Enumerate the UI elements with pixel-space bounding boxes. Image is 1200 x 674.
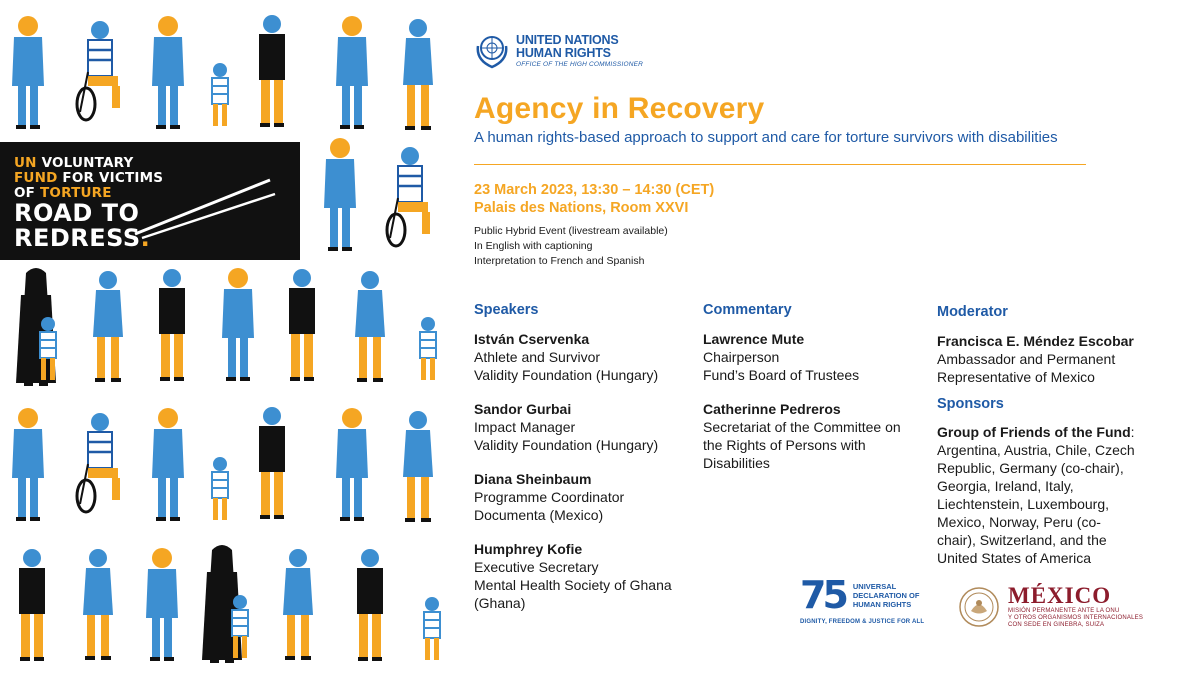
speaker-entry [474,540,699,612]
speaker-org: Mental Health Society of Ghana [474,577,672,593]
udhr-line-2: DECLARATION OF [852,590,920,600]
event-info-line: Public Hybrid Event (livestream available) [474,225,668,237]
moderator-role: Ambassador and Permanent [937,351,1116,367]
speaker-entry [474,330,699,384]
speaker-entry [474,400,699,454]
mexico-mission-logo [958,584,1143,629]
udhr-line-3: HUMAN RIGHTS [852,599,912,609]
commentary-column [703,301,928,488]
sponsors-line: Republic, Germany (co-chair), [937,460,1124,476]
un-logo-line-3: OFFICE OF THE HIGH COMMISSIONER [516,60,644,68]
sponsors-heading: Sponsors [937,396,1004,412]
commentator-org: Fund’s Board of Trustees [703,367,860,383]
moderator-heading: Moderator [937,304,1008,320]
commentator-entry [703,400,928,472]
event-info-line: In English with captioning [474,240,593,252]
sponsors-line: chair), Switzerland, and the [937,532,1107,548]
udhr-line-1: UNIVERSAL [852,581,897,591]
event-venue: Palais des Nations, Room XXVI [474,200,689,216]
event-subtitle: A human rights-based approach to support and care for torture survivors with disabilities [474,129,1058,146]
speaker-role: Programme Coordinator [474,489,625,505]
banner-line-3: OF TORTURE [14,185,112,201]
banner-line-1: UN VOLUNTARY [14,155,134,171]
udhr-number: 75 [800,573,845,617]
commentator-role: the Rights of Persons with [703,437,866,453]
banner-line-4: ROAD TO [14,199,140,227]
udhr-75-logo [800,575,924,625]
speaker-org: Validity Foundation (Hungary) [474,367,659,383]
speaker-country: (Ghana) [474,595,526,611]
udhr-tagline: DIGNITY, FREEDOM & JUSTICE FOR ALL [800,619,925,625]
mexico-seal-icon [958,586,1000,628]
moderator-entry [937,332,1162,386]
speaker-name: Humphrey Kofie [474,541,583,557]
sponsors-line: Liechtenstein, Luxembourg, [937,496,1109,512]
people-illustration-icon [0,0,455,674]
people-illustration [0,0,455,674]
banner-line-5: REDRESS. [14,224,151,252]
speaker-role: Athlete and Survivor [474,349,601,365]
moderator-column [937,303,1162,567]
sponsors-line: United States of America [937,550,1092,566]
speaker-role: Impact Manager [474,419,576,435]
commentary-heading: Commentary [703,302,792,318]
commentator-name: Lawrence Mute [703,331,805,347]
sponsors-line: Mexico, Norway, Peru (co- [937,514,1101,530]
moderator-name: Francisca E. Méndez Escobar [937,333,1134,349]
event-title: Agency in Recovery [474,92,765,125]
un-logo-line-2: HUMAN RIGHTS [516,45,611,60]
commentator-role: Secretariat of the Committee on [703,419,901,435]
speaker-org: Documenta (Mexico) [474,507,604,523]
mexico-line-3: CON SEDE EN GINEBRA, SUIZA [1008,622,1105,628]
speaker-role: Executive Secretary [474,559,599,575]
title-divider [474,164,1086,165]
moderator-role: Representative of Mexico [937,369,1095,385]
mexico-name: MÉXICO [1008,583,1112,608]
un-logo-line-1: UNITED NATIONS [516,32,619,47]
commentator-entry [703,330,928,384]
speakers-column [474,301,699,628]
brush-stroke-icon [130,172,280,242]
un-human-rights-logo [474,32,643,70]
sponsors-group-name: Group of Friends of the Fund [937,424,1131,440]
sponsors-group-line: Group of Friends of the Fund: [937,424,1135,440]
mexico-line-1: MISIÓN PERMANENTE ANTE LA ONU [1008,608,1120,614]
event-date: 23 March 2023, 13:30 – 14:30 (CET) [474,182,715,198]
commentator-role: Chairperson [703,349,780,365]
un-emblem-icon [474,32,510,70]
event-info-line: Interpretation to French and Spanish [474,255,645,267]
speaker-org: Validity Foundation (Hungary) [474,437,659,453]
commentator-name: Catherinne Pedreros [703,401,841,417]
banner-line-2: FUND FOR VICTIMS [14,170,164,186]
speakers-heading: Speakers [474,302,539,318]
speaker-entry [474,470,699,524]
sponsors-line: Georgia, Ireland, Italy, [937,478,1074,494]
sponsors-line: Argentina, Austria, Chile, Czech [937,442,1135,458]
speaker-name: István Cservenka [474,331,590,347]
sponsors-list [937,423,1162,567]
speaker-name: Sandor Gurbai [474,401,572,417]
road-to-redress-banner [0,142,300,260]
mexico-line-2: Y OTROS ORGANISMOS INTERNACIONALES [1008,615,1144,621]
speaker-name: Diana Sheinbaum [474,471,592,487]
commentator-role: Disabilities [703,455,770,471]
